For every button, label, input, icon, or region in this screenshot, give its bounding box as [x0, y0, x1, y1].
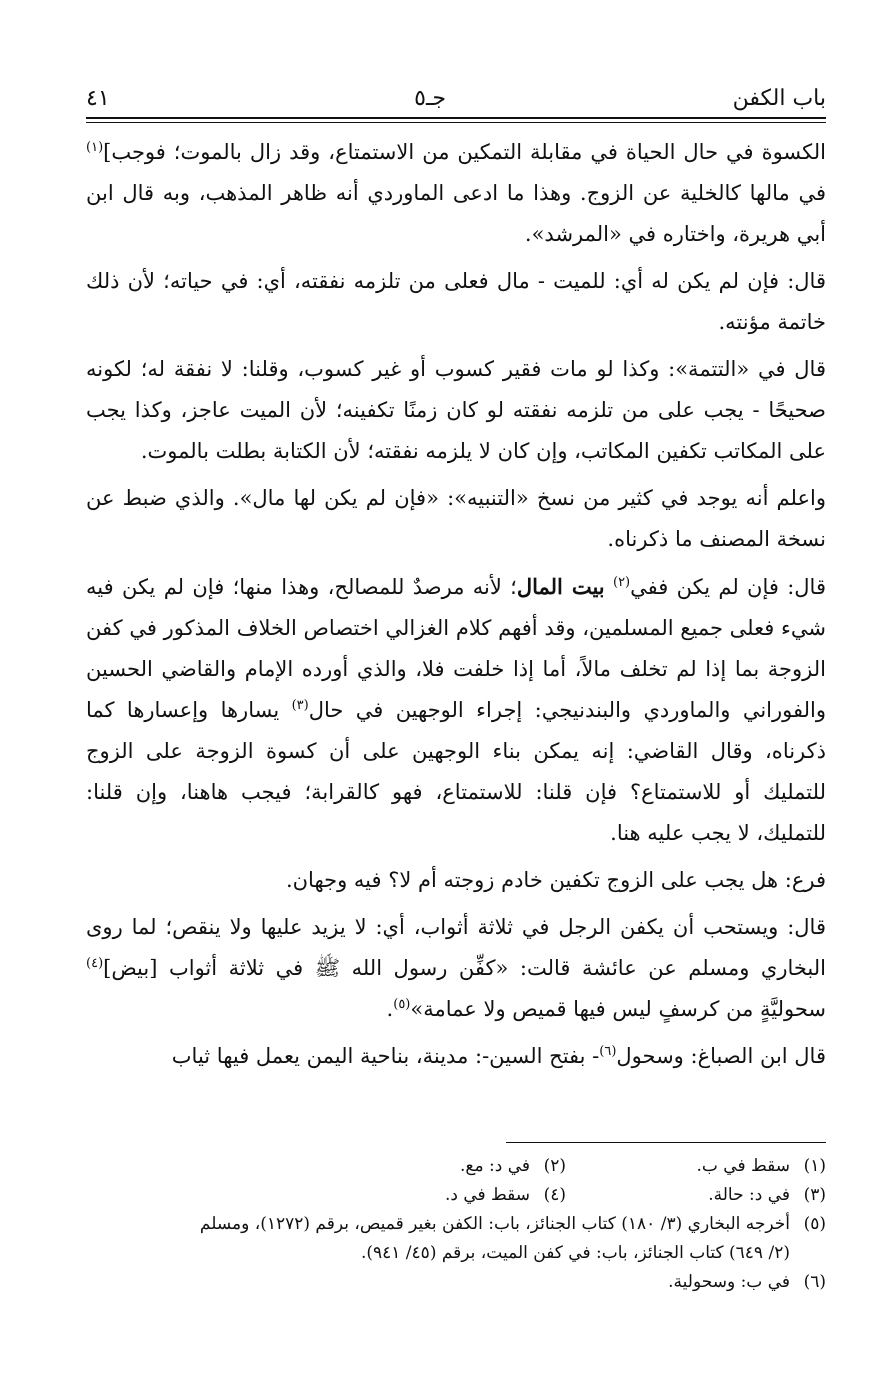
main-text: [86, 132, 826, 1083]
page-number: ٤١: [86, 86, 110, 111]
footnote-number: (١): [803, 1156, 826, 1176]
footnote-marker: (٣): [291, 698, 309, 713]
running-header: [86, 72, 826, 116]
text-run: قال: ويستحب أن يكفن الرجل في ثلاثة أثواب، أي: لا يزيد عليها ولا ينقص؛ لما روى البخاري ومسلم عن عائشة قالت: «كفِّن رسول الله ﷺ في ثلاثة أثواب [بيض]: [86, 915, 826, 980]
footnote-1: [566, 1152, 826, 1181]
paragraph: [86, 349, 826, 472]
text-run: واعلم أنه يوجد في كثير من نسخ «التنبيه»: «فإن لم يكن لها مال». والذي ضبط عن نسخة المصنف ما ذكرناه.: [86, 486, 826, 551]
text-run: فرع: هل يجب على الزوج تكفين خادم زوجته أم لا؟ فيه وجهان.: [285, 868, 826, 892]
text-run: قال: فإن لم يكن ففي: [630, 575, 826, 599]
emphasized-term: بيت المال: [516, 574, 605, 599]
footnote-text: في ب: وسحولية.: [668, 1272, 790, 1292]
header-rule-thick: [86, 117, 826, 119]
footnote-4: [306, 1181, 566, 1210]
paragraph: [86, 132, 826, 255]
footnotes: [86, 1152, 826, 1297]
paragraph: [86, 478, 826, 560]
text-run: - بفتح السين-: مدينة، بناحية اليمن يعمل فيها ثياب: [171, 1044, 600, 1068]
footnote-text: في د: مع.: [460, 1156, 530, 1176]
footnote-number: (٥): [803, 1214, 826, 1234]
footnote-3: [566, 1181, 826, 1210]
footnote-row: [86, 1181, 826, 1210]
footnote-marker: (٦): [599, 1044, 617, 1059]
footnote-5: [86, 1210, 826, 1239]
text-run: قال في «التتمة»: وكذا لو مات فقير كسوب أو غير كسوب، وقلنا: لا نفقة له؛ لكونه صحيحًا - يجب على من تلزمه نفقته لو كان زمنًا تكفينه؛ لأن الميت عاجز، وكذا يجب على المكاتب تكفين المكاتب، وإن كان لا يلزمه نفقته؛ لأن الكتابة بطلت بالموت.: [86, 357, 826, 463]
footnote-number: (٢): [543, 1156, 566, 1176]
footnote-number: (٤): [543, 1185, 566, 1205]
paragraph: [86, 860, 826, 901]
paragraph: [86, 1036, 826, 1077]
volume-number: جـ٥: [414, 86, 446, 111]
footnote-text: في د: حالة.: [708, 1185, 790, 1205]
footnote-text: سقط في ب.: [696, 1156, 790, 1176]
paragraph: [86, 261, 826, 343]
footnote-number: (٦): [803, 1272, 826, 1292]
text-run: .: [386, 997, 394, 1021]
text-run: الكسوة في حال الحياة في مقابلة التمكين من الاستمتاع، وقد زال بالموت؛ فوجب]: [103, 140, 826, 164]
footnote-text: أخرجه البخاري (٣/ ١٨٠) كتاب الجنائز، باب: الكفن بغير قميص، برقم (١٢٧٢)، ومسلم: [199, 1214, 790, 1234]
footnote-2: [306, 1152, 566, 1181]
text-run: يسارها وإعسارها كما ذكرناه، وقال القاضي: إنه يمكن بناء الوجهين على أن كسوة الزوجة على الزوج للتمليك أو للاستمتاع؟ فإن قلنا: للاستمتاع، فهو كالقرابة؛ فيجب هاهنا، وإن قلنا: للتمليك، لا يجب عليه هنا.: [86, 698, 826, 845]
text-run: ؛ لأنه مرصدٌ للمصالح، وهذا منها؛ فإن لم يكن فيه شيء فعلى جميع المسلمين، وقد أفهم كلام الغزالي اختصاص الخلاف المذكور في كفن الزوجة بما إذا لم تخلف مالاً، أما إذا خلفت فلا، والذي أورده الإمام والقاضي الحسين والفوراني والماوردي والبندنيجي: إجراء الوجهين في حال: [86, 575, 827, 722]
paragraph: [86, 907, 826, 1030]
footnote-text: سقط في د.: [444, 1185, 530, 1205]
text-run: قال: فإن لم يكن له أي: للميت - مال فعلى من تلزمه نفقته، أي: في حياته؛ لأن ذلك خاتمة مؤنته.: [86, 269, 826, 334]
footnote-6: [86, 1268, 826, 1297]
paragraph: [86, 566, 826, 854]
footnote-number: (٣): [803, 1185, 826, 1205]
text-run: سحوليَّةٍ من كرسفٍ ليس فيها قميص ولا عمامة»: [410, 997, 826, 1021]
header-rule-thin: [86, 122, 826, 123]
footnote-5-continuation: (٢/ ٦٤٩) كتاب الجنائز، باب: في كفن الميت، برقم (٤٥/ ٩٤١).: [360, 1243, 790, 1263]
footnote-marker: (٥): [393, 997, 411, 1012]
text-run: في مالها كالخلية عن الزوج. وهذا ما ادعى الماوردي أنه ظاهر المذهب، وبه قال ابن أبي هريرة، واختاره في «المرشد».: [86, 181, 826, 246]
footnote-separator: [506, 1142, 826, 1143]
footnote-marker: (١): [86, 140, 104, 155]
footnote-marker: (٢): [612, 575, 631, 590]
footnote-marker: (٤): [86, 956, 104, 971]
text-run: قال ابن الصباغ: وسحول: [616, 1044, 826, 1068]
footnote-row: [86, 1152, 826, 1181]
chapter-title: باب الكفن: [732, 86, 826, 111]
text-run: [605, 575, 613, 599]
